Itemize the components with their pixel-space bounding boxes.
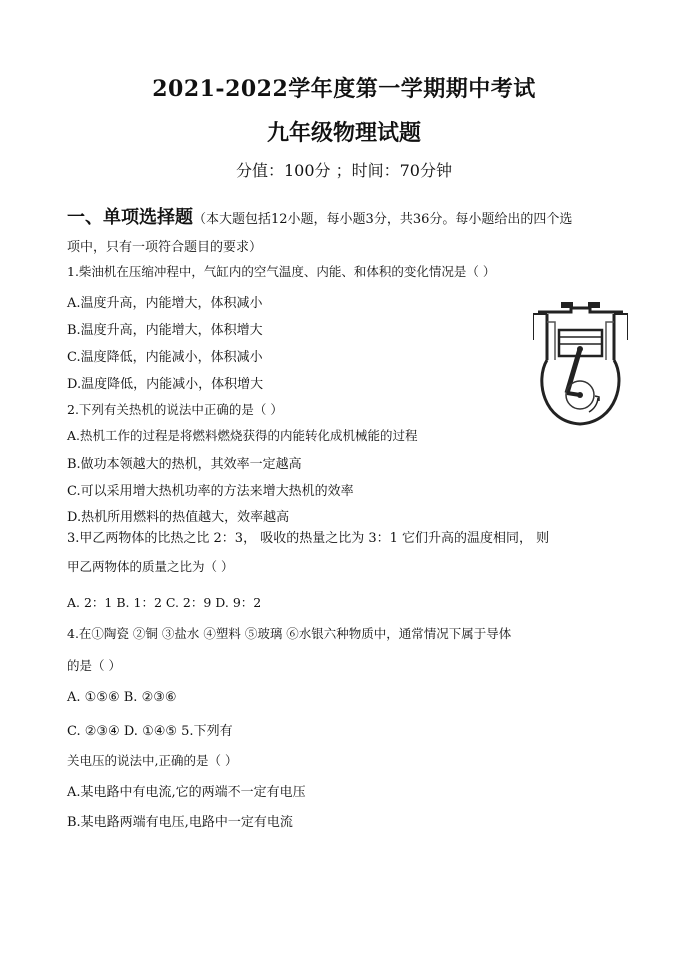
q3-stem-line1: 3.甲乙两物体的比热之比 2：3， 吸收的热量之比为 3：1 它们升高的温度相同， 则 (67, 531, 550, 546)
section-heading: 一、单项选择题 (67, 207, 193, 228)
q4-stem-line1: 4.在①陶瓷 ②铜 ③盐水 ④塑料 ⑤玻璃 ⑥水银六种物质中，通常情况下属于导体 (67, 626, 512, 641)
q4-options-ab: A. ①⑤⑥ B. ②③⑥ (67, 690, 177, 705)
diesel-engine-figure (533, 300, 628, 430)
q2-option-d: D.热机所用燃料的热值越大，效率越高 (67, 510, 290, 525)
q2-option-c: C.可以采用增大热机功率的方法来增大热机的效率 (67, 484, 354, 499)
q5-stem: 关电压的说法中,正确的是（ ） (67, 753, 238, 768)
exam-meta: 分值：100分 ；时间：70分钟 (236, 161, 452, 180)
q3-stem-line2: 甲乙两物体的质量之比为（ ） (67, 559, 234, 574)
q2-option-a: A.热机工作的过程是将燃料燃烧获得的内能转化成机械能的过程 (67, 428, 418, 443)
q1-option-b: B.温度升高，内能增大，体积增大 (67, 323, 263, 338)
q2-option-b: B.做功本领越大的热机，其效率一定越高 (67, 457, 302, 472)
q5-option-a: A.某电路中有电流,它的两端不一定有电压 (67, 785, 306, 800)
q1-stem: 1.柴油机在压缩冲程中，气缸内的空气温度、内能、和体积的变化情况是（ ） (67, 264, 496, 279)
q2-stem: 2.下列有关热机的说法中正确的是（ ） (67, 402, 283, 417)
q3-options: A. 2：1 B. 1：2 C. 2：9 D. 9：2 (67, 595, 262, 610)
q1-option-a: A.温度升高，内能增大，体积减小 (67, 296, 263, 311)
q4-options-cd: C. ②③④ D. ①④⑤ 5.下列有 (67, 724, 233, 739)
q1-option-c: C.温度降低，内能减小，体积减小 (67, 350, 263, 365)
q4-stem-line2: 的是（ ） (67, 658, 121, 673)
exam-subtitle: 九年级物理试题 (266, 120, 421, 146)
section-note-line1: （本大题包括12小题，每小题3分，共36分。每小题给出的四个选 (193, 212, 573, 227)
section-note-line2: 项中，只有一项符合题目的要求） (67, 240, 263, 255)
exam-title: 2021-2022学年度第一学期期中考试 (152, 76, 536, 102)
section-heading-line (67, 203, 572, 229)
q5-option-b: B.某电路两端有电压,电路中一定有电流 (67, 815, 293, 830)
q1-option-d: D.温度降低，内能减小，体积增大 (67, 377, 264, 392)
crankcase (542, 360, 619, 424)
